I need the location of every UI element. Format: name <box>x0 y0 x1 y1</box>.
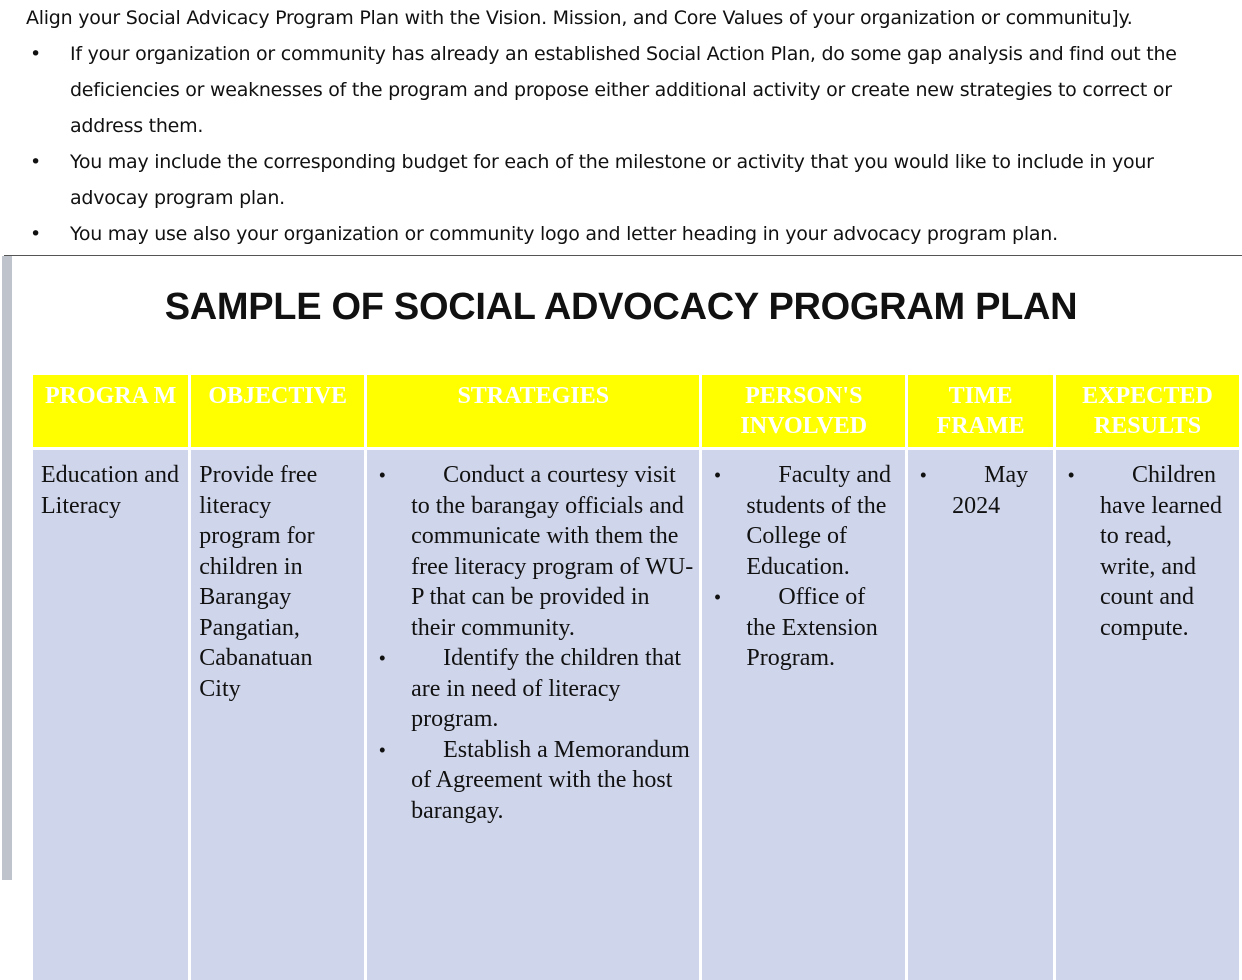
bullet-symbol: • <box>30 36 41 72</box>
bullet-symbol: • <box>379 643 385 674</box>
instructions-text <box>26 0 1236 252</box>
bullet-symbol: • <box>379 460 385 491</box>
slide-left-border <box>2 256 12 880</box>
instruction-line: Align your Social Advicacy Program Plan with the Vision. Mission, and Core Values of your organization or communitu]y. <box>26 0 1236 36</box>
cell-time-frame <box>907 449 1055 980</box>
cell-persons-involved <box>701 449 907 980</box>
header-expected-results: EXPECTED RESULTS <box>1055 375 1241 449</box>
bullet-symbol: • <box>714 582 720 613</box>
header-program: PROGRA M <box>33 375 190 449</box>
bullet-symbol: • <box>714 460 720 491</box>
bullet-symbol: • <box>1068 460 1074 491</box>
slide-title: SAMPLE OF SOCIAL ADVOCACY PROGRAM PLAN <box>0 286 1242 329</box>
list-item: • Faculty and students of the College of Education. <box>710 460 899 582</box>
bullet-symbol: • <box>30 144 41 180</box>
table-row <box>33 449 1241 980</box>
header-persons-involved: PERSON'S INVOLVED <box>701 375 907 449</box>
list-item: • Children have learned to read, write, and count and compute. <box>1064 460 1233 643</box>
instruction-bullet: • You may use also your organization or community logo and letter heading in your advocacy program plan. <box>26 216 1236 252</box>
header-objective: OBJECTIVE <box>190 375 366 449</box>
cell-program: Education and Literacy <box>33 449 190 980</box>
program-plan-table <box>33 375 1242 980</box>
header-strategies: STRATEGIES <box>366 375 701 449</box>
table-header-row <box>33 375 1241 449</box>
slide-top-border <box>4 255 1242 256</box>
cell-strategies <box>366 449 701 980</box>
list-item: • Identify the children that are in need of literacy program. <box>375 643 693 735</box>
bullet-symbol: • <box>30 216 41 252</box>
instruction-bullet: • You may include the corresponding budget for each of the milestone or activity that you would like to include in your advocay program plan. <box>26 144 1236 216</box>
bullet-symbol: • <box>920 460 926 491</box>
list-item: • Office of the Extension Program. <box>710 582 899 674</box>
cell-objective: Provide free literacy program for children in Barangay Pangatian, Cabanatuan City <box>190 449 366 980</box>
instruction-bullet: • If your organization or community has already an established Social Action Plan, do some gap analysis and find out the deficiencies or weaknesses of the program and propose either additional activity or create new strategies to correct or address them. <box>26 36 1236 144</box>
list-item: • Conduct a courtesy visit to the barangay officials and communicate with them the free literacy program of WU-P that can be provided in their community. <box>375 460 693 643</box>
bullet-symbol: • <box>379 735 385 766</box>
list-item: • May 2024 <box>916 460 1047 521</box>
cell-expected-results <box>1055 449 1241 980</box>
header-time-frame: TIME FRAME <box>907 375 1055 449</box>
list-item: • Establish a Memorandum of Agreement with the host barangay. <box>375 735 693 827</box>
